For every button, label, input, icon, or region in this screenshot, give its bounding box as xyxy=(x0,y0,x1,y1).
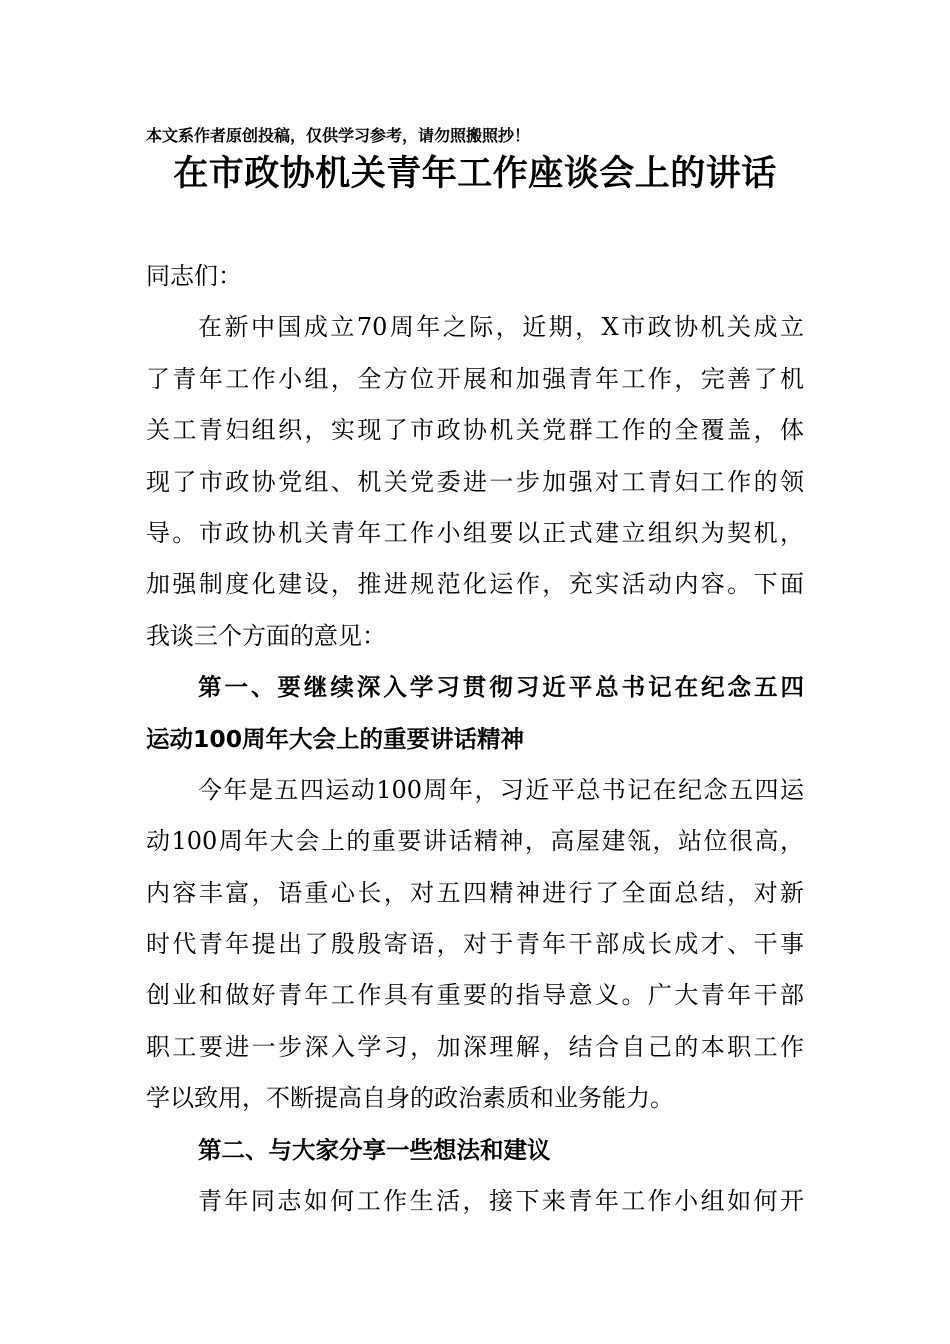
salutation: 同志们： xyxy=(146,262,242,290)
copyright-notice: 本文系作者原创投稿，仅供学习参考，请勿照搬照抄！ xyxy=(146,126,531,145)
section-heading: 运动100周年大会上的重要讲话精神 xyxy=(146,724,525,753)
section-heading: 第一、要继续深入学习贯彻习近平总书记在纪念五四 xyxy=(198,673,804,702)
section-line: 今年是五四运动100周年，习近平总书记在纪念五四运 xyxy=(198,775,804,804)
section-line: 时代青年提出了殷殷寄语，对于青年干部成长成才、干事 xyxy=(146,930,804,959)
intro-line: 了青年工作小组，全方位开展和加强青年工作，完善了机 xyxy=(146,364,804,393)
intro-line: 在新中国成立70周年之际，近期，X市政协机关成立 xyxy=(198,313,804,342)
intro-line: 加强制度化建设，推进规范化运作，充实活动内容。下面 xyxy=(146,570,804,599)
section-line: 学以致用，不断提高自身的政治素质和业务能力。 xyxy=(146,1084,674,1113)
section-line: 创业和做好青年工作具有重要的指导意义。广大青年干部 xyxy=(146,981,804,1010)
intro-line: 导。市政协机关青年工作小组要以正式建立组织为契机， xyxy=(146,518,804,547)
intro-line: 关工青妇组织，实现了市政协机关党群工作的全覆盖，体 xyxy=(146,416,804,445)
section-line: 动100周年大会上的重要讲话精神，高屋建瓴，站位很高， xyxy=(146,827,804,856)
section-heading: 第二、与大家分享一些想法和建议 xyxy=(198,1135,551,1164)
intro-line: 现了市政协党组、机关党委进一步加强对工青妇工作的领 xyxy=(146,467,804,496)
document-body xyxy=(146,251,804,1227)
document-title: 在市政协机关青年工作座谈会上的讲话 xyxy=(173,153,777,194)
section-line: 内容丰富，语重心长，对五四精神进行了全面总结，对新 xyxy=(146,878,804,907)
section-line: 职工要进一步深入学习，加深理解，结合自己的本职工作 xyxy=(146,1032,804,1061)
section-line: 青年同志如何工作生活，接下来青年工作小组如何开 xyxy=(198,1187,804,1216)
intro-line: 我谈三个方面的意见： xyxy=(146,621,386,650)
